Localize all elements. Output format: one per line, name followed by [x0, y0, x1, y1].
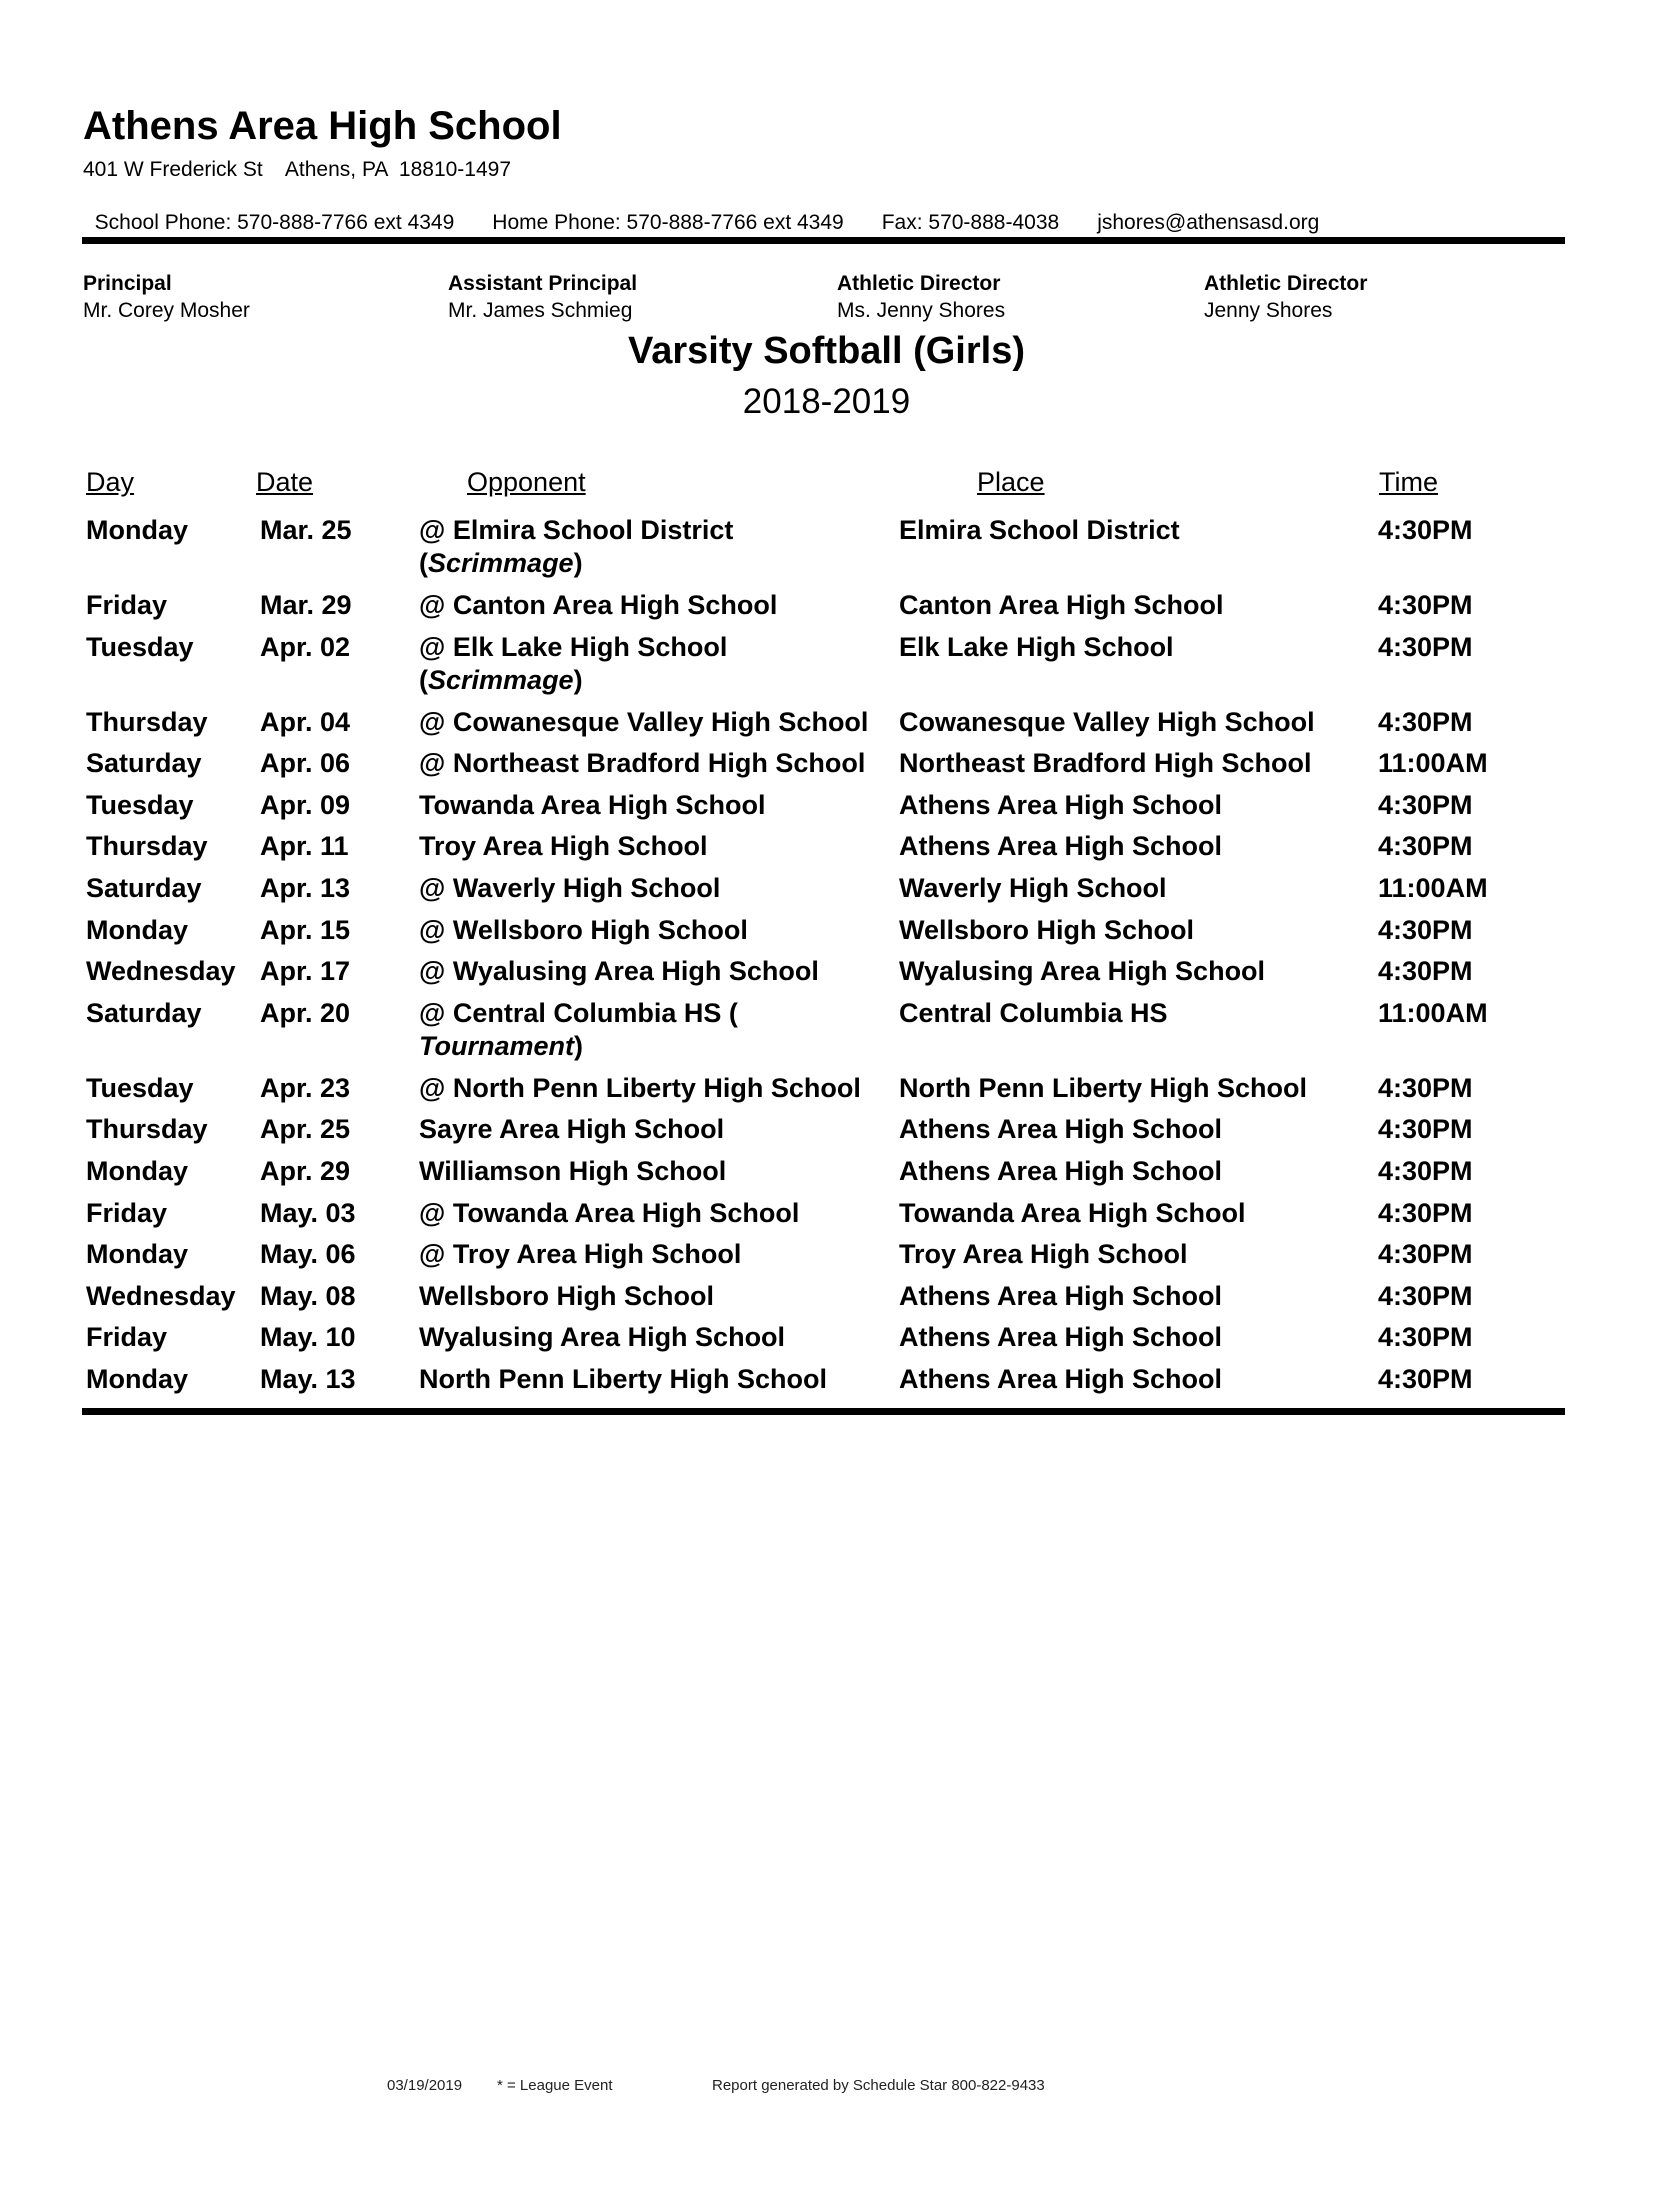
date-cell [260, 830, 349, 863]
time-cell [1378, 1072, 1473, 1105]
time-cell [1378, 1113, 1473, 1146]
opponent-cell-text: @ Towanda Area High School [419, 1197, 800, 1228]
note-text: Tournament [419, 1030, 574, 1061]
school-address: 401 W Frederick St Athens, PA 18810-1497 [83, 158, 512, 181]
time-cell-text: 4:30PM [1378, 1239, 1473, 1270]
time-cell [1378, 872, 1488, 905]
day-cell [86, 997, 202, 1030]
time-cell [1378, 830, 1473, 863]
header-opponent: Opponent [467, 467, 586, 497]
place-cell [899, 1072, 1307, 1105]
date-cell-text: Apr. 23 [260, 1072, 351, 1103]
place-cell-text: Wellsboro High School [899, 914, 1195, 945]
day-cell [86, 1363, 188, 1396]
place-cell [899, 830, 1222, 863]
day-cell-text: Thursday [86, 706, 208, 737]
opponent-cell [419, 1197, 889, 1230]
day-cell [86, 1155, 188, 1188]
day-cell [86, 955, 236, 988]
opponent-cell [419, 872, 889, 905]
date-cell-text: Apr. 20 [260, 997, 351, 1028]
date-cell-text: May. 03 [260, 1197, 356, 1228]
staff-name: Mr. James Schmieg [448, 299, 633, 322]
place-cell [899, 589, 1224, 622]
opponent-cell [419, 747, 889, 780]
place-cell-text: Cowanesque Valley High School [899, 706, 1315, 737]
opponent-cell-text: @ Elmira School District [419, 515, 734, 545]
date-cell [260, 914, 350, 947]
place-cell [899, 747, 1312, 780]
place-cell [899, 1155, 1222, 1188]
opponent-cell [419, 1363, 889, 1396]
day-cell [86, 1238, 188, 1271]
note-close: ) [574, 1030, 583, 1061]
date-cell-text: May. 13 [260, 1364, 356, 1394]
day-cell-text: Tuesday [86, 1072, 194, 1103]
opponent-cell-text: North Penn Liberty High School [419, 1364, 828, 1394]
day-cell [86, 1072, 194, 1105]
opponent-cell-text: @ Wyalusing Area High School [419, 956, 819, 987]
time-cell-text: 4:30PM [1378, 831, 1473, 862]
date-cell-text: Apr. 04 [260, 706, 351, 737]
opponent-cell [419, 1155, 889, 1188]
date-cell [260, 1072, 350, 1105]
time-cell-text: 4:30PM [1378, 789, 1473, 820]
time-cell [1378, 789, 1473, 822]
date-cell-text: May. 10 [260, 1322, 356, 1353]
place-cell-text: Northeast Bradford High School [899, 748, 1312, 779]
place-cell-text: Canton Area High School [899, 590, 1224, 620]
date-cell [260, 1363, 356, 1396]
time-cell [1378, 589, 1473, 622]
day-cell-text: Tuesday [86, 789, 194, 820]
day-cell [86, 631, 194, 664]
bottom-divider [82, 1408, 1565, 1415]
place-cell-text: Athens Area High School [899, 1322, 1223, 1353]
time-cell-text: 4:30PM [1378, 1280, 1473, 1311]
place-cell-text: Elmira School District [899, 515, 1180, 545]
time-cell-text: 4:30PM [1378, 590, 1473, 620]
place-cell-text: Wyalusing Area High School [899, 956, 1266, 987]
day-cell [86, 1113, 208, 1146]
date-cell-text: Apr. 15 [260, 914, 351, 945]
place-cell [899, 1321, 1222, 1354]
time-cell [1378, 514, 1473, 547]
date-cell [260, 872, 350, 905]
date-cell-text: Apr. 06 [260, 748, 351, 779]
date-cell-text: Apr. 02 [260, 631, 351, 662]
date-cell-text: Apr. 29 [260, 1156, 351, 1186]
opponent-cell [419, 706, 889, 739]
time-cell-text: 11:00AM [1378, 748, 1488, 779]
day-cell [86, 830, 208, 863]
time-cell-text: 4:30PM [1378, 956, 1473, 987]
place-cell [899, 706, 1315, 739]
place-cell [899, 631, 1174, 664]
staff-name: Ms. Jenny Shores [837, 299, 1006, 322]
day-cell-text: Thursday [86, 831, 208, 862]
date-cell [260, 1321, 356, 1354]
day-cell-text: Friday [86, 590, 168, 620]
date-cell [260, 955, 350, 988]
date-cell [260, 789, 350, 822]
staff-name: Jenny Shores [1204, 299, 1333, 322]
place-cell [899, 955, 1265, 988]
day-cell-text: Monday [86, 1156, 189, 1186]
opponent-note [419, 664, 889, 697]
footer-legend: * = League Event [497, 2077, 613, 2094]
contact-line [83, 187, 1357, 235]
opponent-cell [419, 1238, 889, 1271]
opponent-cell [419, 1072, 889, 1105]
staff-role: Assistant Principal [448, 272, 638, 295]
time-cell [1378, 914, 1473, 947]
footer-generated: Report generated by Schedule Star 800-822-9433 [712, 2077, 1045, 2094]
school-name: Athens Area High School [83, 104, 562, 148]
staff-athletic-director [837, 270, 1005, 324]
opponent-cell-text: @ Elk Lake High School [419, 631, 728, 662]
time-cell-text: 4:30PM [1378, 914, 1473, 945]
time-cell-text: 4:30PM [1378, 706, 1473, 737]
opponent-cell-text: Sayre Area High School [419, 1114, 725, 1145]
day-cell-text: Wednesday [86, 956, 236, 987]
opponent-cell-text: @ Waverly High School [419, 873, 721, 903]
place-cell [899, 872, 1167, 905]
day-cell [86, 1321, 167, 1354]
day-cell-text: Saturday [86, 873, 202, 903]
place-cell-text: Athens Area High School [899, 789, 1223, 820]
date-cell [260, 1197, 356, 1230]
time-cell-text: 4:30PM [1378, 1364, 1473, 1394]
place-cell [899, 1197, 1246, 1230]
staff-role: Principal [83, 272, 172, 295]
opponent-cell-text: @ Wellsboro High School [419, 914, 748, 945]
time-cell [1378, 955, 1473, 988]
time-cell [1378, 631, 1473, 664]
place-cell [899, 789, 1222, 822]
day-cell [86, 914, 188, 947]
fax: Fax: 570-888-4038 [881, 211, 1060, 234]
school-phone: School Phone: 570-888-7766 ext 4349 [94, 211, 455, 234]
header-day: Day [86, 467, 135, 497]
email: jshores@athensasd.org [1097, 211, 1320, 234]
day-cell [86, 589, 167, 622]
opponent-cell-text: Williamson High School [419, 1156, 727, 1186]
place-cell-text: Waverly High School [899, 873, 1167, 903]
place-cell [899, 1238, 1188, 1271]
time-cell [1378, 997, 1488, 1030]
date-cell [260, 589, 352, 622]
opponent-cell-text: @ North Penn Liberty High School [419, 1072, 861, 1103]
day-cell [86, 789, 194, 822]
time-cell-text: 4:30PM [1378, 1322, 1473, 1353]
opponent-cell-text: @ Troy Area High School [419, 1239, 742, 1270]
time-cell-text: 11:00AM [1378, 873, 1488, 903]
staff-name: Mr. Corey Mosher [83, 299, 250, 322]
day-cell-text: Saturday [86, 748, 202, 779]
day-cell-text: Friday [86, 1197, 168, 1228]
opponent-cell-text: @ Cowanesque Valley High School [419, 706, 869, 737]
day-cell-text: Monday [86, 515, 189, 545]
place-cell-text: Elk Lake High School [899, 631, 1174, 662]
opponent-cell-text: Troy Area High School [419, 831, 708, 862]
time-cell [1378, 1238, 1473, 1271]
opponent-cell [419, 955, 889, 988]
time-cell-text: 4:30PM [1378, 1156, 1473, 1186]
day-cell [86, 872, 202, 905]
note-open: ( [419, 548, 428, 578]
opponent-cell [419, 789, 889, 822]
day-cell [86, 1280, 236, 1313]
note-close: ) [573, 548, 583, 578]
opponent-note [419, 1030, 889, 1063]
place-cell-text: Central Columbia HS [899, 997, 1168, 1028]
header-place: Place [977, 467, 1045, 497]
date-cell-text: May. 06 [260, 1239, 356, 1270]
date-cell-text: Mar. 25 [260, 515, 352, 545]
day-cell [86, 514, 188, 547]
staff-assistant-principal [448, 270, 637, 324]
date-cell [260, 1155, 350, 1188]
place-cell [899, 1113, 1222, 1146]
note-open: ( [419, 664, 428, 695]
place-cell-text: Athens Area High School [899, 1156, 1223, 1186]
top-divider [82, 237, 1565, 244]
time-cell [1378, 1197, 1473, 1230]
header-date: Date [256, 467, 314, 497]
opponent-cell [419, 514, 889, 580]
date-cell [260, 514, 352, 547]
date-cell [260, 747, 350, 780]
day-cell-text: Friday [86, 1322, 168, 1353]
date-cell-text: Apr. 13 [260, 873, 351, 903]
staff-athletic-director-2 [1204, 270, 1367, 324]
day-cell-text: Thursday [86, 1114, 208, 1145]
place-cell [899, 997, 1168, 1030]
time-cell-text: 4:30PM [1378, 631, 1473, 662]
time-cell [1378, 1280, 1473, 1313]
time-cell [1378, 747, 1488, 780]
opponent-cell [419, 830, 889, 863]
place-cell [899, 514, 1180, 547]
day-cell [86, 747, 202, 780]
date-cell [260, 1238, 356, 1271]
time-cell-text: 4:30PM [1378, 1114, 1473, 1145]
date-cell [260, 1280, 356, 1313]
day-cell [86, 1197, 167, 1230]
place-cell-text: Athens Area High School [899, 831, 1223, 862]
time-cell-text: 11:00AM [1378, 997, 1488, 1028]
note-close: ) [573, 664, 583, 695]
date-cell-text: Apr. 17 [260, 956, 351, 987]
place-cell [899, 914, 1194, 947]
staff-principal [83, 270, 250, 324]
opponent-cell-text: Towanda Area High School [419, 789, 766, 820]
time-cell-text: 4:30PM [1378, 1072, 1473, 1103]
opponent-cell [419, 1280, 889, 1313]
day-cell-text: Monday [86, 1364, 189, 1394]
schedule-title: Varsity Softball (Girls) [628, 330, 1025, 372]
time-cell [1378, 706, 1473, 739]
date-cell [260, 706, 350, 739]
opponent-cell-text: @ Central Columbia HS ( [419, 997, 738, 1028]
day-cell-text: Tuesday [86, 631, 194, 662]
season: 2018-2019 [742, 382, 911, 421]
time-cell-text: 4:30PM [1378, 1197, 1473, 1228]
day-cell-text: Monday [86, 914, 189, 945]
opponent-cell [419, 589, 889, 622]
day-cell [86, 706, 208, 739]
place-cell [899, 1280, 1222, 1313]
note-text: Scrimmage [428, 548, 574, 578]
staff-role: Athletic Director [837, 272, 1001, 295]
staff-role: Athletic Director [1204, 272, 1368, 295]
place-cell-text: Towanda Area High School [899, 1197, 1246, 1228]
opponent-cell [419, 1321, 889, 1354]
place-cell [899, 1363, 1222, 1396]
opponent-cell-text: Wyalusing Area High School [419, 1322, 786, 1353]
footer-date: 03/19/2019 [387, 2077, 463, 2094]
time-cell [1378, 1321, 1473, 1354]
opponent-cell [419, 631, 889, 697]
opponent-note [419, 547, 889, 580]
time-cell-text: 4:30PM [1378, 515, 1473, 545]
day-cell-text: Saturday [86, 997, 202, 1028]
header-time: Time [1379, 467, 1438, 497]
place-cell-text: Troy Area High School [899, 1239, 1188, 1270]
opponent-cell [419, 1113, 889, 1146]
opponent-cell [419, 997, 889, 1063]
date-cell-text: Apr. 09 [260, 789, 351, 820]
date-cell-text: Apr. 25 [260, 1114, 351, 1145]
date-cell-text: May. 08 [260, 1280, 356, 1311]
time-cell [1378, 1155, 1473, 1188]
opponent-cell-text: Wellsboro High School [419, 1280, 715, 1311]
opponent-cell [419, 914, 889, 947]
note-text: Scrimmage [428, 664, 574, 695]
date-cell [260, 997, 350, 1030]
day-cell-text: Monday [86, 1239, 189, 1270]
opponent-cell-text: @ Canton Area High School [419, 590, 778, 620]
date-cell-text: Apr. 11 [260, 831, 349, 862]
place-cell-text: North Penn Liberty High School [899, 1072, 1308, 1103]
place-cell-text: Athens Area High School [899, 1114, 1223, 1145]
day-cell-text: Wednesday [86, 1280, 236, 1311]
home-phone: Home Phone: 570-888-7766 ext 4349 [492, 211, 844, 234]
date-cell [260, 631, 350, 664]
time-cell [1378, 1363, 1473, 1396]
place-cell-text: Athens Area High School [899, 1280, 1223, 1311]
date-cell [260, 1113, 350, 1146]
date-cell-text: Mar. 29 [260, 590, 352, 620]
opponent-cell-text: @ Northeast Bradford High School [419, 748, 866, 779]
place-cell-text: Athens Area High School [899, 1364, 1223, 1394]
